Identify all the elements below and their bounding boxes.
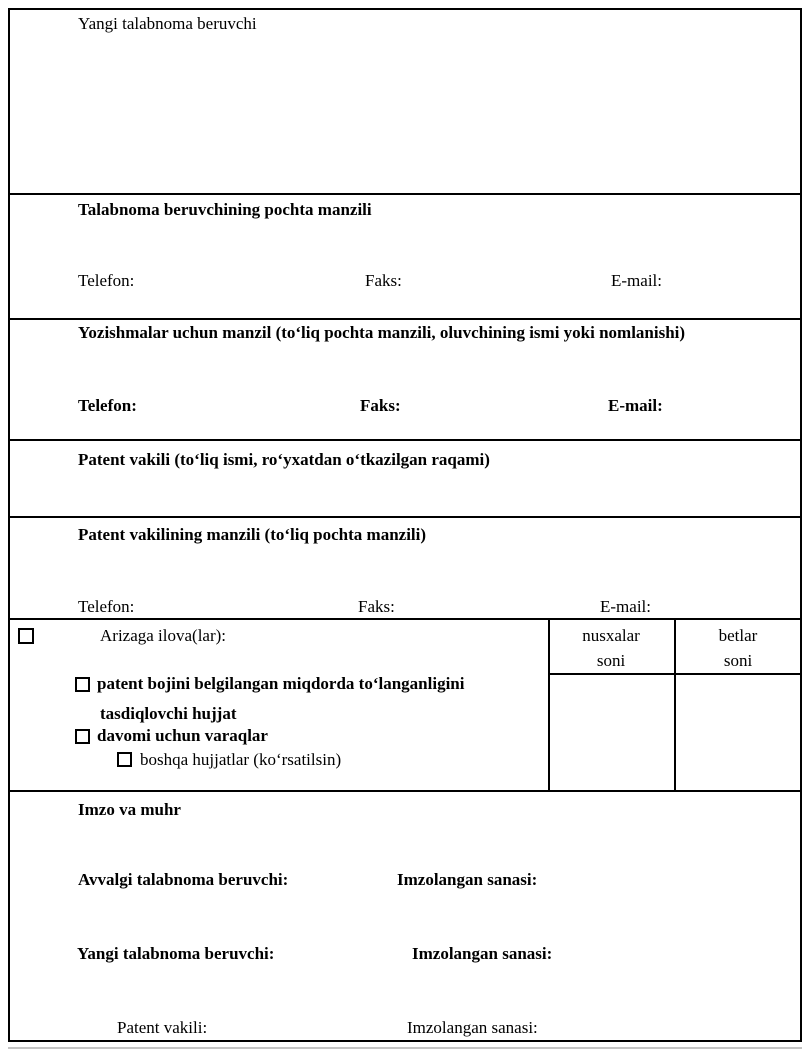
telefon-label: Telefon: bbox=[78, 396, 137, 415]
page-bottom-shadow bbox=[8, 1047, 802, 1049]
other-documents-checkbox[interactable] bbox=[117, 752, 132, 767]
attachments-checkbox[interactable] bbox=[18, 628, 34, 644]
copies-count-cell bbox=[550, 675, 672, 790]
section-signature bbox=[10, 790, 800, 1040]
section-patent-attorney bbox=[10, 439, 800, 516]
attorney-sign-label: Patent vakili: bbox=[117, 1018, 208, 1037]
email-label: E-mail: bbox=[600, 597, 651, 616]
other-documents-label: boshqa hujjatlar (koʻrsatilsin) bbox=[140, 750, 342, 769]
applicant-address-title: Talabnoma beruvchining pochta manzili bbox=[78, 200, 372, 219]
telefon-label: Telefon: bbox=[78, 597, 135, 616]
previous-applicant-sign-label: Avvalgi talabnoma beruvchi: bbox=[78, 870, 289, 889]
fee-document-label-line1: patent bojini belgilangan miqdorda toʻlanganligini bbox=[97, 674, 465, 693]
section-attachments bbox=[10, 618, 800, 790]
faks-label: Faks: bbox=[358, 597, 395, 616]
continuation-sheets-checkbox[interactable] bbox=[75, 729, 90, 744]
email-label: E-mail: bbox=[608, 396, 663, 415]
attachments-title: Arizaga ilova(lar): bbox=[100, 626, 227, 645]
sheets-column-header bbox=[676, 623, 800, 673]
continuation-sheets-label: davomi uchun varaqlar bbox=[97, 726, 268, 745]
signature-title: Imzo va muhr bbox=[78, 800, 181, 819]
sheets-header-line2: soni bbox=[723, 651, 753, 670]
attorney-address-title: Patent vakilining manzili (toʻliq pochta manzili) bbox=[78, 525, 427, 544]
copies-header-line1: nusxalar bbox=[582, 626, 640, 645]
sheets-header-line1: betlar bbox=[718, 626, 758, 645]
form-table bbox=[8, 8, 802, 1042]
attorney-sign-date-label: Imzolangan sanasi: bbox=[407, 1018, 538, 1037]
sheets-count-cell bbox=[676, 675, 800, 790]
telefon-label: Telefon: bbox=[78, 271, 135, 290]
previous-applicant-sign-date-label: Imzolangan sanasi: bbox=[397, 870, 538, 889]
patent-attorney-title: Patent vakili (toʻliq ismi, roʻyxatdan oʻtkazilgan raqami) bbox=[78, 450, 490, 469]
new-applicant-sign-label: Yangi talabnoma beruvchi: bbox=[77, 944, 275, 963]
correspondence-address-title: Yozishmalar uchun manzil (toʻliq pochta manzili, oluvchining ismi yoki nomlanishi) bbox=[78, 323, 686, 342]
copies-column-header bbox=[550, 623, 672, 673]
section-attorney-address bbox=[10, 516, 800, 618]
copies-header-line2: soni bbox=[596, 651, 626, 670]
section-correspondence-address bbox=[10, 318, 800, 439]
fee-document-label-line2: tasdiqlovchi hujjat bbox=[100, 704, 237, 723]
new-applicant-title: Yangi talabnoma beruvchi bbox=[78, 14, 257, 33]
fee-document-checkbox[interactable] bbox=[75, 677, 90, 692]
section-applicant-address bbox=[10, 193, 800, 318]
new-applicant-sign-date-label: Imzolangan sanasi: bbox=[412, 944, 553, 963]
section-new-applicant bbox=[10, 10, 800, 193]
faks-label: Faks: bbox=[360, 396, 401, 415]
faks-label: Faks: bbox=[365, 271, 402, 290]
email-label: E-mail: bbox=[611, 271, 662, 290]
